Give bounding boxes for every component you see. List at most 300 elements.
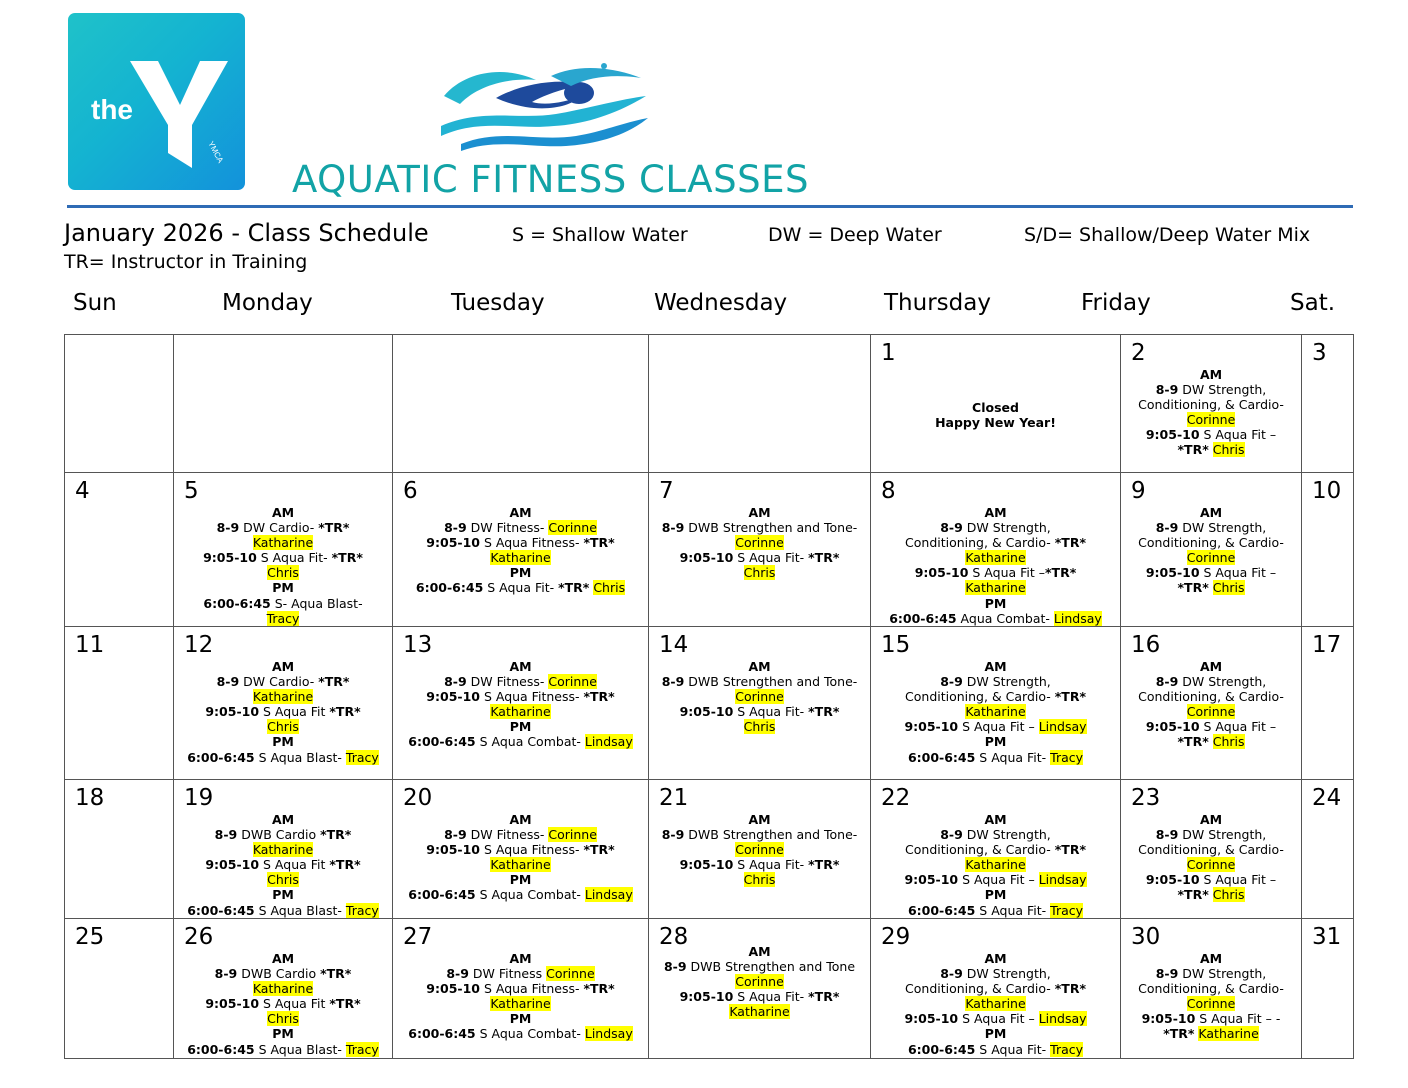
schedule-line	[1121, 565, 1301, 580]
day-number: 28	[659, 924, 689, 950]
instructor-name: Chris	[743, 719, 776, 735]
day-cell	[1302, 780, 1354, 919]
instructor-name: Corinne	[735, 842, 784, 858]
day-name-sun: Sun	[73, 290, 117, 316]
bold-label: AM	[1199, 951, 1223, 966]
day-cell	[65, 919, 174, 1059]
class-text: S Aqua Fit-	[975, 749, 1051, 765]
week-row	[65, 919, 1354, 1059]
swimmer-icon	[436, 56, 656, 155]
bold-label: *TR*	[329, 996, 361, 1012]
day-number: 4	[75, 478, 90, 504]
bold-label: AM	[748, 812, 771, 827]
class-text: S Aqua Fit –	[968, 565, 1046, 581]
bold-label: 9:05-10	[679, 857, 734, 873]
class-text: DW Fitness	[468, 966, 547, 982]
schedule-line	[871, 400, 1120, 415]
schedule-line	[871, 550, 1120, 565]
schedule-line	[174, 981, 392, 996]
schedule-line	[174, 1042, 392, 1057]
schedule-line	[1121, 872, 1301, 887]
instructor-name: Katharine	[965, 857, 1026, 873]
schedule-line	[871, 611, 1120, 626]
schedule-line	[649, 812, 870, 827]
class-text: Conditioning, & Cardio-	[905, 981, 1055, 997]
bold-label: 6:00-6:45	[187, 749, 255, 765]
instructor-name: Lindsay	[1038, 719, 1087, 735]
bold-label: 9:05-10	[914, 565, 969, 581]
bold-label: 8-9	[444, 674, 467, 690]
bold-label: Closed	[972, 400, 1019, 415]
schedule-line	[649, 959, 870, 974]
schedule-line	[871, 689, 1120, 704]
bold-label: *TR*	[318, 674, 350, 690]
instructor-name: Katharine	[729, 1004, 790, 1020]
day-number: 11	[75, 632, 105, 658]
instructor-name: Corinne	[735, 535, 784, 551]
instructor-name: Chris	[267, 719, 299, 735]
class-text: Conditioning, & Cardio-	[1138, 689, 1284, 705]
bold-label: AM	[1199, 505, 1223, 520]
class-text: S Aqua Fit-	[733, 550, 809, 566]
logo-ymca-text: YMCA	[206, 139, 226, 165]
instructor-name: Chris	[267, 1011, 299, 1027]
schedule-line	[1121, 580, 1301, 595]
bold-label: 6:00-6:45	[408, 1026, 476, 1042]
day-cell	[649, 780, 871, 919]
schedule-line	[393, 842, 648, 857]
day-number: 24	[1312, 785, 1342, 811]
bold-label: AM	[271, 505, 295, 520]
instructor-name: Corinne	[1186, 704, 1236, 720]
bold-label: *TR*	[318, 520, 350, 536]
bold-label: 6:00-6:45	[889, 610, 957, 626]
schedule-line	[1121, 1011, 1301, 1026]
schedule-line	[1121, 827, 1301, 842]
instructor-name: Corinne	[735, 974, 784, 990]
schedule-line	[393, 734, 648, 749]
class-schedule	[1121, 505, 1301, 596]
schedule-line	[649, 872, 870, 887]
class-text: S Aqua Fit	[259, 857, 330, 873]
calendar-grid	[64, 334, 1354, 1059]
schedule-line	[174, 1026, 392, 1041]
schedule-line	[871, 659, 1120, 674]
ymca-y-icon	[68, 13, 245, 190]
class-schedule	[393, 505, 648, 596]
bold-label: 9:05-10	[426, 981, 480, 997]
day-number: 8	[881, 478, 896, 504]
schedule-line	[393, 981, 648, 996]
instructor-name: Katharine	[965, 704, 1026, 720]
header-divider	[67, 205, 1353, 208]
day-number: 16	[1131, 632, 1161, 658]
schedule-line	[174, 734, 392, 749]
schedule-line	[393, 520, 648, 535]
bold-label: AM	[1199, 659, 1223, 674]
bold-label: *TR*	[808, 857, 840, 873]
class-text: DW Strength,	[962, 827, 1051, 843]
bold-label: *TR*	[320, 827, 352, 843]
day-number: 29	[881, 924, 911, 950]
class-text: S Aqua Blast-	[254, 749, 346, 765]
day-number: 12	[184, 632, 214, 658]
class-text: DW Strength,	[1178, 520, 1267, 536]
day-cell	[174, 627, 393, 780]
day-name-sat: Sat.	[1290, 290, 1336, 316]
class-schedule	[174, 505, 392, 626]
instructor-name: Katharine	[965, 996, 1026, 1012]
bold-label: 8-9	[444, 520, 467, 536]
day-number: 5	[184, 478, 199, 504]
day-cell	[649, 473, 871, 627]
day-cell	[65, 627, 174, 780]
class-schedule	[174, 951, 392, 1057]
class-text: S Aqua Fit	[259, 704, 330, 720]
instructor-name: Corinne	[546, 966, 595, 982]
bold-label: 6:00-6:45	[408, 734, 476, 750]
day-number: 14	[659, 632, 689, 658]
bold-label: AM	[748, 659, 771, 674]
instructor-name: Katharine	[965, 580, 1026, 596]
day-number: 30	[1131, 924, 1161, 950]
class-schedule	[393, 951, 648, 1042]
day-name-tuesday: Tuesday	[451, 290, 545, 316]
bold-label: AM	[748, 944, 771, 959]
class-schedule	[393, 812, 648, 903]
week-row	[65, 627, 1354, 780]
schedule-line	[393, 951, 648, 966]
schedule-line	[1121, 520, 1301, 535]
class-text: S Aqua Fit –	[1199, 719, 1277, 735]
schedule-line	[174, 887, 392, 902]
class-text: DWB Cardio	[237, 966, 321, 982]
day-cell	[871, 919, 1121, 1059]
day-number: 2	[1131, 340, 1146, 366]
day-name-wednesday: Wednesday	[654, 290, 788, 316]
schedule-line	[393, 872, 648, 887]
bold-label: 8-9	[216, 674, 240, 690]
class-text: S Aqua Fit –	[1199, 427, 1277, 443]
day-cell	[1121, 473, 1302, 627]
day-number: 13	[403, 632, 433, 658]
bold-label: 9:05-10	[426, 535, 480, 551]
day-number: 22	[881, 785, 911, 811]
bold-label: 8-9	[446, 966, 469, 982]
schedule-line	[174, 704, 392, 719]
class-text: S Aqua Combat-	[475, 887, 585, 903]
class-text: DW Strength,	[962, 966, 1051, 982]
schedule-line	[174, 550, 392, 565]
day-cell	[393, 919, 649, 1059]
class-text: DWB Strengthen and Tone-	[684, 520, 858, 536]
class-text: S Aqua Fit –	[1199, 872, 1277, 888]
page-title: AQUATIC FITNESS CLASSES	[292, 158, 809, 201]
bold-label: 9:05-10	[1145, 872, 1200, 888]
bold-label: 9:05-10	[205, 857, 260, 873]
instructor-name: Chris	[1212, 734, 1245, 750]
bold-label: *TR*	[1054, 689, 1086, 705]
schedule-line	[393, 550, 648, 565]
instructor-name: Katharine	[252, 535, 314, 551]
instructor-name: Lindsay	[1038, 872, 1087, 888]
bold-label: 8-9	[1155, 827, 1179, 843]
day-cell	[65, 335, 174, 473]
week-row	[65, 473, 1354, 627]
bold-label: *TR*	[1177, 887, 1209, 903]
schedule-line	[393, 580, 648, 595]
schedule-line	[871, 857, 1120, 872]
class-text: DW Fitness-	[466, 827, 549, 843]
schedule-line	[1121, 1026, 1301, 1041]
class-text: Aqua Combat-	[956, 610, 1054, 626]
schedule-line	[393, 704, 648, 719]
class-text: DW Strength,	[1178, 382, 1267, 398]
schedule-line	[871, 505, 1120, 520]
day-cell	[65, 780, 174, 919]
instructor-name: Katharine	[490, 550, 551, 566]
instructor-name: Chris	[743, 872, 776, 888]
day-cell	[174, 780, 393, 919]
bold-label: 9:05-10	[1145, 427, 1200, 443]
bold-label: AM	[509, 659, 532, 674]
class-schedule	[174, 659, 392, 765]
class-text: S Aqua Fit-	[733, 989, 809, 1005]
class-schedule	[649, 812, 870, 887]
bold-label: PM	[509, 565, 532, 581]
bold-label: PM	[509, 872, 532, 888]
week-row	[65, 335, 1354, 473]
class-text: S Aqua Fit-	[256, 550, 332, 566]
bold-label: PM	[984, 887, 1007, 903]
schedule-line	[1121, 842, 1301, 857]
bold-label: PM	[984, 595, 1007, 611]
schedule-line	[174, 535, 392, 550]
bold-label: 8-9	[216, 520, 240, 536]
instructor-name: Tracy	[1050, 902, 1084, 918]
schedule-line	[393, 659, 648, 674]
day-cell	[174, 919, 393, 1059]
class-schedule	[871, 400, 1120, 430]
schedule-line	[1121, 689, 1301, 704]
day-cell	[1302, 335, 1354, 473]
instructor-name: Tracy	[1050, 749, 1084, 765]
bold-label: *TR*	[808, 704, 840, 720]
schedule-line	[174, 812, 392, 827]
schedule-line	[649, 659, 870, 674]
bold-label: *TR*	[331, 550, 363, 566]
bold-label: *TR*	[320, 966, 352, 982]
class-schedule	[871, 505, 1120, 626]
schedule-line	[871, 596, 1120, 611]
day-cell	[393, 335, 649, 473]
class-text: S Aqua Fit	[259, 996, 330, 1012]
instructor-name: Lindsay	[1038, 1011, 1087, 1027]
schedule-line	[649, 505, 870, 520]
instructor-name: Chris	[267, 872, 299, 888]
bold-label: *TR*	[329, 857, 361, 873]
bold-label: 8-9	[663, 959, 687, 975]
schedule-line	[871, 565, 1120, 580]
instructor-name: Katharine	[252, 842, 314, 858]
bold-label: 8-9	[940, 966, 963, 982]
class-text: DWB Strengthen and Tone-	[684, 827, 858, 843]
schedule-line	[1121, 887, 1301, 902]
bold-label: AM	[1199, 812, 1223, 827]
schedule-line	[871, 842, 1120, 857]
class-text: S Aqua Fit – -	[1195, 1011, 1281, 1027]
schedule-line	[871, 734, 1120, 749]
class-text: S Aqua Fit –	[958, 872, 1039, 888]
schedule-line	[174, 719, 392, 734]
bold-label: AM	[984, 812, 1007, 827]
instructor-name: Corinne	[1186, 857, 1236, 873]
bold-label: 9:05-10	[904, 719, 959, 735]
instructor-name: Lindsay	[584, 887, 633, 903]
schedule-line	[871, 981, 1120, 996]
bold-label: 9:05-10	[205, 704, 260, 720]
class-schedule	[174, 812, 392, 918]
schedule-line	[174, 565, 392, 580]
day-cell	[393, 780, 649, 919]
day-cell	[1302, 473, 1354, 627]
class-text: S Aqua Fit –	[1199, 565, 1277, 581]
class-text: Conditioning, & Cardio-	[1138, 981, 1284, 997]
schedule-line	[1121, 996, 1301, 1011]
bold-label: *TR*	[583, 842, 615, 858]
day-cell	[1121, 780, 1302, 919]
class-text: S Aqua Combat-	[475, 1026, 585, 1042]
instructor-name: Chris	[743, 565, 776, 581]
bold-label: PM	[272, 887, 294, 903]
class-schedule	[393, 659, 648, 750]
bold-label: *TR*	[558, 580, 590, 596]
bold-label: 9:05-10	[203, 550, 257, 566]
schedule-line	[1121, 505, 1301, 520]
bold-label: PM	[509, 719, 532, 735]
bold-label: 8-9	[940, 520, 963, 536]
day-number: 10	[1312, 478, 1342, 504]
schedule-line	[1121, 427, 1301, 442]
class-text: S Aqua Blast-	[254, 1041, 346, 1057]
bold-label: 8-9	[940, 827, 963, 843]
bold-label: *TR*	[1177, 442, 1209, 458]
schedule-line	[174, 872, 392, 887]
class-text: DW Fitness-	[466, 674, 549, 690]
bold-label: 9:05-10	[679, 989, 734, 1005]
schedule-line	[649, 704, 870, 719]
schedule-line	[393, 719, 648, 734]
schedule-line	[1121, 382, 1301, 397]
instructor-name: Chris	[1212, 442, 1245, 458]
instructor-name: Katharine	[965, 550, 1026, 566]
schedule-line	[871, 887, 1120, 902]
schedule-line	[174, 611, 392, 626]
schedule-line	[649, 944, 870, 959]
class-text: DWB Cardio	[237, 827, 321, 843]
class-text: DW Strength,	[1178, 966, 1267, 982]
schedule-line	[174, 857, 392, 872]
schedule-line	[393, 689, 648, 704]
schedule-line	[1121, 812, 1301, 827]
day-number: 19	[184, 785, 214, 811]
day-cell	[1302, 627, 1354, 780]
schedule-line	[1121, 719, 1301, 734]
instructor-name: Tracy	[345, 1041, 379, 1057]
schedule-line	[1121, 412, 1301, 427]
schedule-line	[174, 996, 392, 1011]
legend-training: TR= Instructor in Training	[64, 251, 308, 273]
bold-label: AM	[271, 659, 295, 674]
schedule-line	[174, 596, 392, 611]
day-number: 1	[881, 340, 896, 366]
schedule-line	[871, 704, 1120, 719]
schedule-line	[174, 520, 392, 535]
day-cell	[1121, 335, 1302, 473]
schedule-line	[174, 903, 392, 918]
schedule-line	[871, 750, 1120, 765]
schedule-line	[649, 719, 870, 734]
day-cell	[649, 335, 871, 473]
schedule-line	[649, 550, 870, 565]
day-number: 31	[1312, 924, 1342, 950]
bold-label: 6:00-6:45	[907, 902, 976, 918]
bold-label: *TR*	[1177, 734, 1209, 750]
schedule-line	[393, 887, 648, 902]
bold-label: *TR*	[1163, 1026, 1195, 1042]
class-text: S Aqua Fitness-	[479, 981, 584, 997]
day-number: 7	[659, 478, 674, 504]
day-cell	[1121, 919, 1302, 1059]
day-number: 23	[1131, 785, 1161, 811]
class-text: S Aqua Fitness-	[479, 842, 584, 858]
bold-label: 8-9	[444, 827, 467, 843]
class-text: DW Strength,	[1178, 674, 1267, 690]
class-text: S Aqua Fit-	[975, 1041, 1051, 1057]
bold-label: *TR*	[329, 704, 361, 720]
bold-label: 6:00-6:45	[408, 887, 476, 903]
schedule-line	[871, 580, 1120, 595]
day-number: 15	[881, 632, 911, 658]
bold-label: *TR*	[583, 535, 615, 551]
bold-label: 9:05-10	[679, 704, 734, 720]
schedule-line	[871, 535, 1120, 550]
day-number: 26	[184, 924, 214, 950]
class-text: S Aqua Fit-	[975, 902, 1051, 918]
schedule-line	[1121, 951, 1301, 966]
bold-label: PM	[984, 1026, 1007, 1042]
schedule-line	[174, 827, 392, 842]
day-number: 25	[75, 924, 105, 950]
schedule-line	[871, 951, 1120, 966]
bold-label: 8-9	[214, 966, 238, 982]
bold-label: 9:05-10	[904, 872, 959, 888]
schedule-line	[393, 827, 648, 842]
class-schedule	[1121, 367, 1301, 458]
schedule-line	[871, 1042, 1120, 1057]
schedule-line	[393, 812, 648, 827]
class-text: S Aqua Fitness-	[479, 689, 584, 705]
day-number: 21	[659, 785, 689, 811]
bold-label: AM	[271, 812, 295, 827]
day-number: 18	[75, 785, 105, 811]
bold-label: AM	[509, 505, 532, 520]
schedule-line	[174, 1011, 392, 1026]
bold-label: 9:05-10	[679, 550, 734, 566]
schedule-line	[871, 674, 1120, 689]
bold-label: 6:00-6:45	[907, 1041, 976, 1057]
bold-label: 8-9	[940, 674, 963, 690]
